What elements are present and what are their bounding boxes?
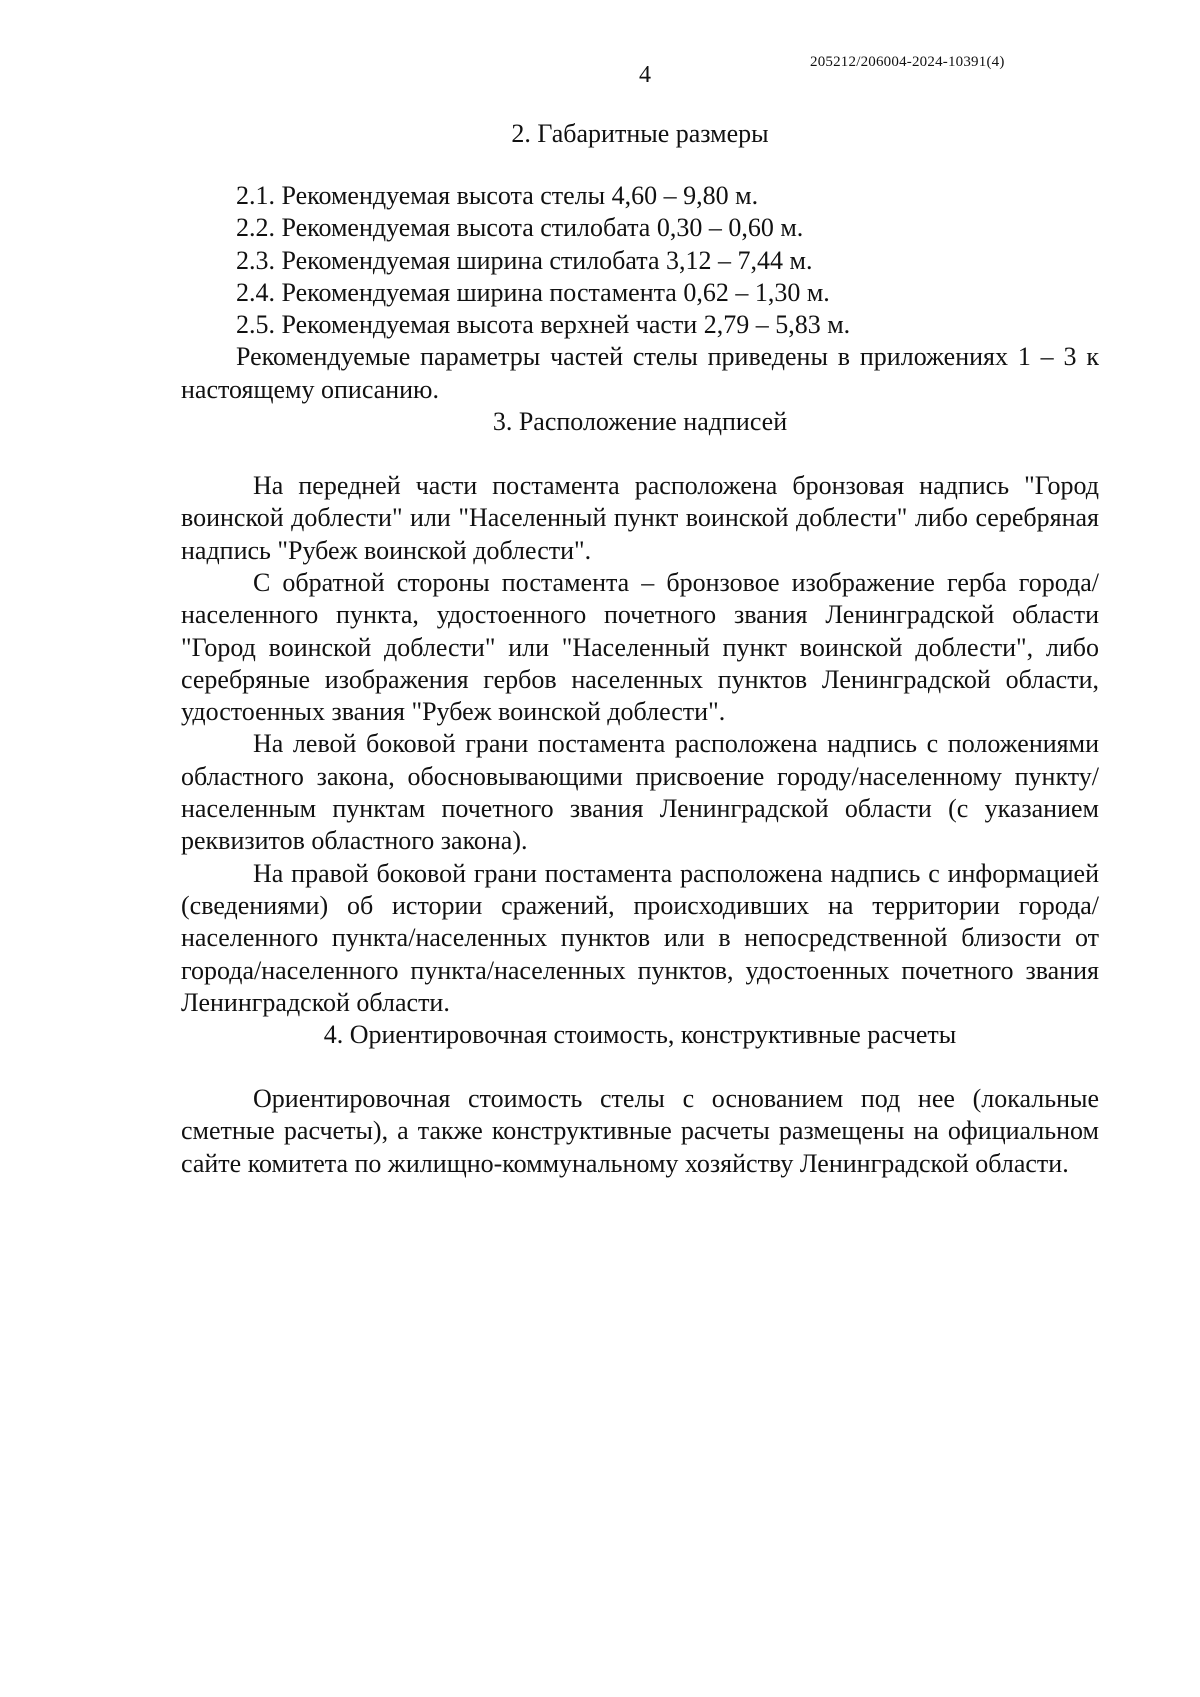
section-3-title: 3. Расположение надписей [492,407,788,437]
list-item: 2.3. Рекомендуемая ширина стилобата 3,12 – 7,44 м. [236,245,813,275]
paragraph: Ориентировочная стоимость стелы с основанием под нее (локальные сметные расчеты), а также конструктивные расчеты размещены на официальном сайте комитета по жилищно-коммунальному хозяйству Ленинградской области. [181,1084,1099,1178]
list-item: 2.1. Рекомендуемая высота стелы 4,60 – 9,80 м. [236,181,759,210]
paragraph: С обратной стороны постамента – бронзовое изображение герба города/населенного пункта, удостоенного почетного звания Ленинградской области "Город воинской доблести" или "Населенный пункт воинской доблести", либо серебряные изображения гербов населенных пунктов Ленинградской области, удостоенных звания "Рубеж воинской доблести". [181,567,1099,727]
document-code: 205212/206004-2024-10391(4) [810,54,1005,70]
section-4-body [181,1083,1099,1180]
page-number: 4 [639,62,651,88]
section-4-title: 4. Ориентировочная стоимость, конструктивные расчеты [323,1020,957,1050]
document-body [181,118,1099,1180]
list-item: 2.2. Рекомендуемая высота стилобата 0,30 – 0,60 м. [236,213,804,243]
section-2-paragraph: Рекомендуемые параметры частей стелы приведены в приложениях 1 – 3 к настоящему описанию. [181,342,1099,404]
paragraph: На правой боковой грани постамента расположена надпись с информацией (сведениями) об истории сражений, происходивших на территории города/населенного пункта/населенных пунктов или в непосредственной близости от города/населенного пункта/населенных пунктов, удостоенных почетного звания Ленинградской области. [181,858,1099,1017]
dimensions-list [181,180,1099,341]
paragraph: На передней части постамента расположена бронзовая надпись "Город воинской доблести" или "Населенный пункт воинской доблести" либо серебряная надпись "Рубеж воинской доблести". [181,471,1099,565]
list-item: 2.5. Рекомендуемая высота верхней части 2,79 – 5,83 м. [236,310,851,340]
section-3-body [181,470,1099,1019]
list-item: 2.4. Рекомендуемая ширина постамента 0,62 – 1,30 м. [236,277,830,307]
paragraph: На левой боковой грани постамента расположена надпись с положениями областного закона, обосновывающими присвоение городу/населенному пункту/населенным пунктам почетного звания Ленинградской области (с указанием реквизитов областного закона). [181,729,1099,856]
section-2-title: 2. Габаритные размеры [511,119,769,148]
